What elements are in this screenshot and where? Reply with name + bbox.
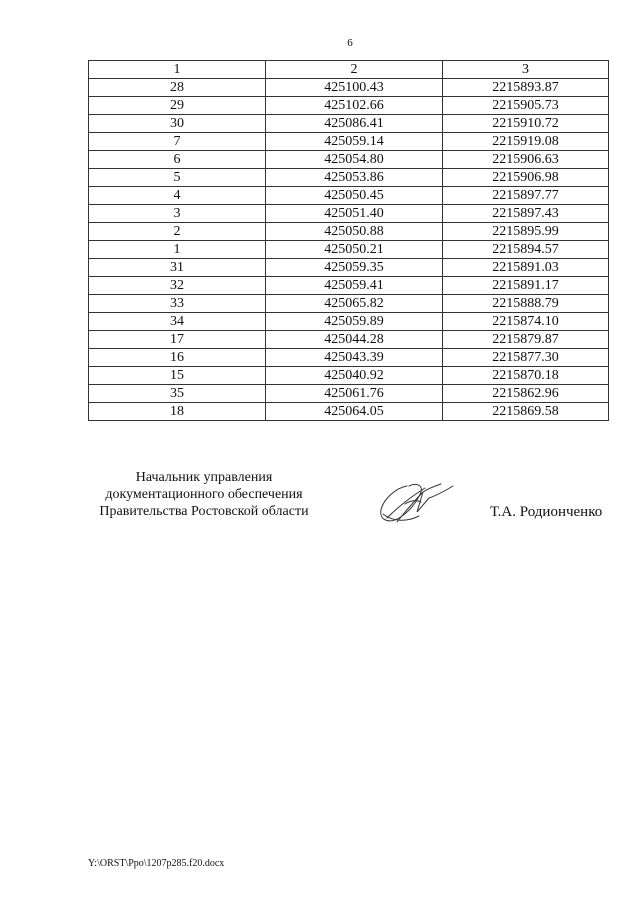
table-cell: 5 — [89, 169, 266, 187]
table-cell: 6 — [89, 151, 266, 169]
table-row — [89, 79, 609, 97]
table-cell: 2215897.77 — [443, 187, 609, 205]
table-cell: 2215891.03 — [443, 259, 609, 277]
table-cell: 2215897.43 — [443, 205, 609, 223]
table-cell: 425059.89 — [266, 313, 443, 331]
table-cell: 425059.14 — [266, 133, 443, 151]
table-cell: 425100.43 — [266, 79, 443, 97]
table-cell: 2215893.87 — [443, 79, 609, 97]
table-cell: 33 — [89, 295, 266, 313]
table-cell: 2215906.63 — [443, 151, 609, 169]
table-cell: 2215869.58 — [443, 403, 609, 421]
table-cell: 425065.82 — [266, 295, 443, 313]
table-row — [89, 151, 609, 169]
coordinates-table — [88, 60, 609, 421]
table-row — [89, 205, 609, 223]
table-cell: 1 — [89, 241, 266, 259]
table-cell: 2215862.96 — [443, 385, 609, 403]
column-header: 2 — [266, 61, 443, 79]
table-cell: 425061.76 — [266, 385, 443, 403]
table-row — [89, 331, 609, 349]
table-cell: 32 — [89, 277, 266, 295]
table-cell: 2215877.30 — [443, 349, 609, 367]
table-cell: 2215905.73 — [443, 97, 609, 115]
table-cell: 31 — [89, 259, 266, 277]
signer-position — [88, 469, 320, 520]
table-cell: 29 — [89, 97, 266, 115]
table-row — [89, 241, 609, 259]
table-cell: 425051.40 — [266, 205, 443, 223]
table-cell: 425086.41 — [266, 115, 443, 133]
file-path: Y:\ORST\Ppo\1207p285.f20.docx — [88, 858, 225, 869]
table-cell: 2215879.87 — [443, 331, 609, 349]
table-cell: 16 — [89, 349, 266, 367]
table-cell: 425059.41 — [266, 277, 443, 295]
position-line: документационного обеспечения — [105, 487, 303, 502]
table-row — [89, 223, 609, 241]
table-cell: 425050.88 — [266, 223, 443, 241]
table-row — [89, 133, 609, 151]
table-cell: 2215874.10 — [443, 313, 609, 331]
page-number: 6 — [347, 37, 353, 49]
table-body — [89, 79, 609, 421]
column-header: 1 — [89, 61, 266, 79]
table-cell: 15 — [89, 367, 266, 385]
table-row — [89, 367, 609, 385]
table-row — [89, 349, 609, 367]
table-cell: 2215894.57 — [443, 241, 609, 259]
table-cell: 425054.80 — [266, 151, 443, 169]
table-cell: 425040.92 — [266, 367, 443, 385]
table-row — [89, 97, 609, 115]
position-line: Правительства Ростовской области — [99, 504, 309, 519]
table-cell: 34 — [89, 313, 266, 331]
table-cell: 7 — [89, 133, 266, 151]
table-cell: 3 — [89, 205, 266, 223]
column-header: 3 — [443, 61, 609, 79]
table-row — [89, 115, 609, 133]
table-cell: 425050.21 — [266, 241, 443, 259]
table-cell: 2215919.08 — [443, 133, 609, 151]
table-cell: 425043.39 — [266, 349, 443, 367]
table-cell: 2215906.98 — [443, 169, 609, 187]
table-row — [89, 259, 609, 277]
table-cell: 2215895.99 — [443, 223, 609, 241]
table-cell: 425059.35 — [266, 259, 443, 277]
table-cell: 2215891.17 — [443, 277, 609, 295]
table-cell: 2215910.72 — [443, 115, 609, 133]
table-cell: 30 — [89, 115, 266, 133]
handwritten-signature — [377, 478, 457, 528]
table-cell: 18 — [89, 403, 266, 421]
signer-name: Т.А. Родионченко — [490, 504, 603, 520]
table-cell: 425102.66 — [266, 97, 443, 115]
table-row — [89, 295, 609, 313]
table-cell: 2215888.79 — [443, 295, 609, 313]
table-cell: 425050.45 — [266, 187, 443, 205]
position-line: Начальник управления — [135, 470, 273, 485]
table-header-row — [89, 61, 609, 79]
table-row — [89, 187, 609, 205]
table-row — [89, 169, 609, 187]
table-cell: 28 — [89, 79, 266, 97]
table-cell: 425044.28 — [266, 331, 443, 349]
table-cell: 2215870.18 — [443, 367, 609, 385]
table-row — [89, 313, 609, 331]
table-cell: 2 — [89, 223, 266, 241]
table-cell: 17 — [89, 331, 266, 349]
table-row — [89, 385, 609, 403]
table-cell: 4 — [89, 187, 266, 205]
table-row — [89, 277, 609, 295]
table-cell: 35 — [89, 385, 266, 403]
table-row — [89, 403, 609, 421]
table-cell: 425053.86 — [266, 169, 443, 187]
table-cell: 425064.05 — [266, 403, 443, 421]
